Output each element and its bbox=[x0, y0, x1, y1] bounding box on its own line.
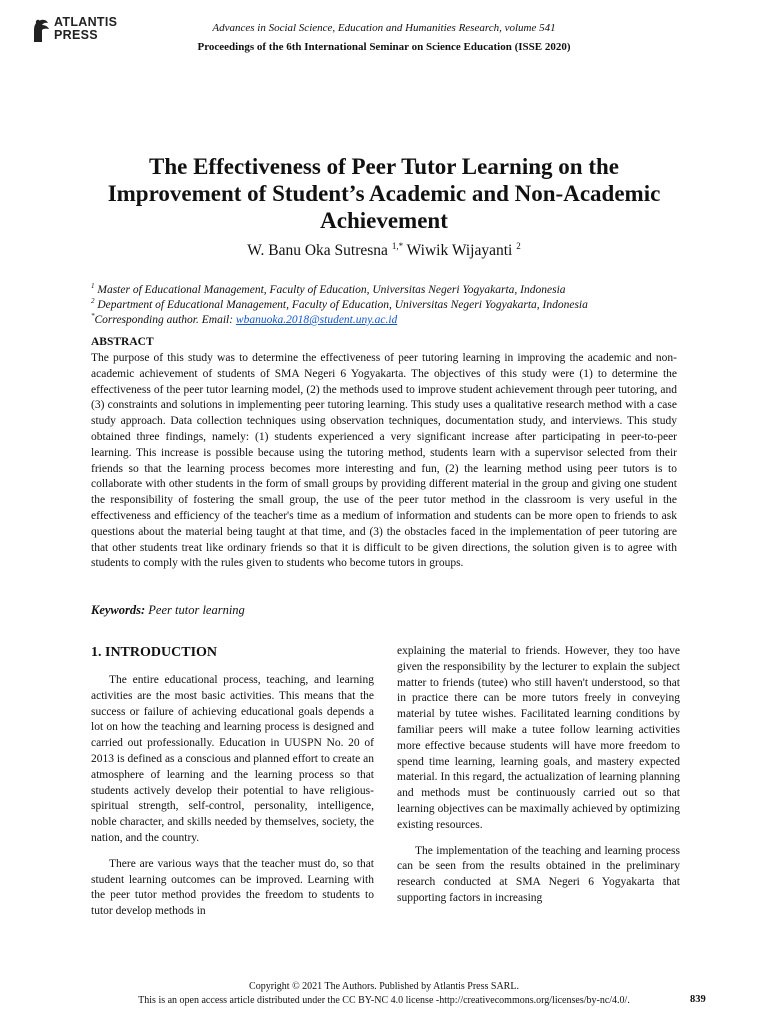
logo-line2: PRESS bbox=[54, 28, 98, 42]
corr-mark: * bbox=[91, 312, 95, 320]
intro-paragraph-4: The implementation of the teaching and learning process can be seen from the results obtained in the preliminary research conducted at SMA Negeri 6 Yogyakarta that supporting factors in increasing bbox=[397, 844, 680, 904]
author-line bbox=[0, 241, 768, 260]
paper-title: The Effectiveness of Peer Tutor Learning on the Improvement of Student’s Academic and Non-Academic Achievement bbox=[107, 154, 661, 233]
corr-text: Corresponding author. Email: bbox=[94, 313, 236, 326]
abstract-heading: ABSTRACT bbox=[91, 336, 154, 348]
abstract-text: The purpose of this study was to determine the effectiveness of peer tutoring learning in improving the academic and non-academic achievement of students of SMA Negeri 6 Yogyakarta. The objectives of this study were (1) to determine the effectiveness of the peer tutor learning model, (2) the methods used to improve student achievement through peer tutoring, and (3) constraints and solutions in implementing peer tutoring learning. This study uses a qualitative research method with a case study approach. Data collection techniques using observation techniques, documentation study, and interviews. This study obtained three findings, namely: (1) students experienced a very significant increase after participating in peer-to-peer learning. This increase is possible because using the tutoring method, students learn with a supervisor selected from their friends so that the learning process becomes more interesting and fun, (2) the learning method using peer tutors is to collaborate with other students in the form of small groups by providing different material in the group and giving one student the responsibility of fostering the small group, the use of the peer tutor method in the classroom is very useful in the effectiveness and efficiency of the teacher's time as a medium of information and students can be more open to friends to ask questions about the material being taught at that time, and (3) the obstacles faced in the implementation of peer tutoring are that other students treat like ordinary friends so that it is difficult to be given directions, the solution given is to agree with students to comply with the rules given to students who become tutors in groups. bbox=[91, 352, 677, 570]
section-heading-introduction: 1. INTRODUCTION bbox=[91, 645, 218, 660]
affil-1-mark: 1 bbox=[91, 282, 95, 290]
intro-paragraph-2: There are various ways that the teacher must do, so that student learning outcomes can be improved. Learning with the peer tutor method provides the freedom to students to tutor develop methods in bbox=[91, 857, 374, 918]
logo-line1: ATLANTIS bbox=[54, 15, 118, 29]
right-column bbox=[397, 644, 680, 917]
left-column bbox=[91, 673, 374, 930]
license-notice: This is an open access article distributed under the CC BY-NC 4.0 license -http://creativecommons.org/licenses/by-nc/4.0/. bbox=[138, 995, 630, 1006]
corr-email-link[interactable]: wbanuoka.2018@student.uny.ac.id bbox=[235, 313, 398, 326]
corresponding-author bbox=[91, 309, 711, 327]
affil-1-text: Master of Educational Management, Faculty of Education, Universitas Negeri Yogyakarta, Indonesia bbox=[97, 283, 566, 296]
journal-header: Advances in Social Science, Education and Humanities Research, volume 541 bbox=[212, 22, 556, 34]
page-number: 839 bbox=[690, 994, 706, 1005]
intro-paragraph-1: The entire educational process, teaching, and learning activities are the most basic activities. This means that the success or failure of achieving educational goals depends a lot on how the teaching and learning process is designed and carried out professionally. Education in UUSPN No. 20 of 2013 is defined as a conscious and planned effort to create an atmosphere of learning and the learning process so that students actively develop their potential to have religious-spiritual strength, self-control, personality, intelligence, noble character, and skills needed by themselves, society, the nation, and the country. bbox=[91, 674, 374, 844]
author-1: W. Banu Oka Sutresna bbox=[247, 242, 392, 260]
copyright-notice: Copyright © 2021 The Authors. Published by Atlantis Press SARL. bbox=[249, 981, 519, 992]
keywords-line bbox=[91, 603, 245, 618]
affil-2-mark: 2 bbox=[91, 297, 95, 305]
page-footer bbox=[0, 980, 768, 1008]
keywords-value: Peer tutor learning bbox=[145, 603, 245, 617]
proceedings-header: Proceedings of the 6th International Seminar on Science Education (ISSE 2020) bbox=[197, 41, 571, 53]
affil-2-text: Department of Educational Management, Faculty of Education, Universitas Negeri Yogyakarta, Indonesia bbox=[97, 298, 588, 311]
author-2: Wiwik Wijayanti bbox=[403, 242, 517, 260]
intro-paragraph-3: explaining the material to friends. However, they too have given the responsibility by the lecturer to explain the subject matter to friends (tutee) who still haven't understood, so that in practice there can be more tutors freely in conveying material by tutee wishes. Facilitated learning conditions by familiar peers will make a tutee follow learning activities more effective because students will have more freedom to spend time learning, learning goals, and mastery expected material. In this regard, the actualization of learning planning and methods must be continuously carried out so that learning objectives can be maximally achieved by optimizing existing resources. bbox=[397, 645, 680, 831]
author-2-affil-mark: 2 bbox=[516, 241, 521, 251]
author-1-affil-mark: 1,* bbox=[391, 241, 404, 251]
keywords-label: Keywords: bbox=[91, 603, 146, 617]
